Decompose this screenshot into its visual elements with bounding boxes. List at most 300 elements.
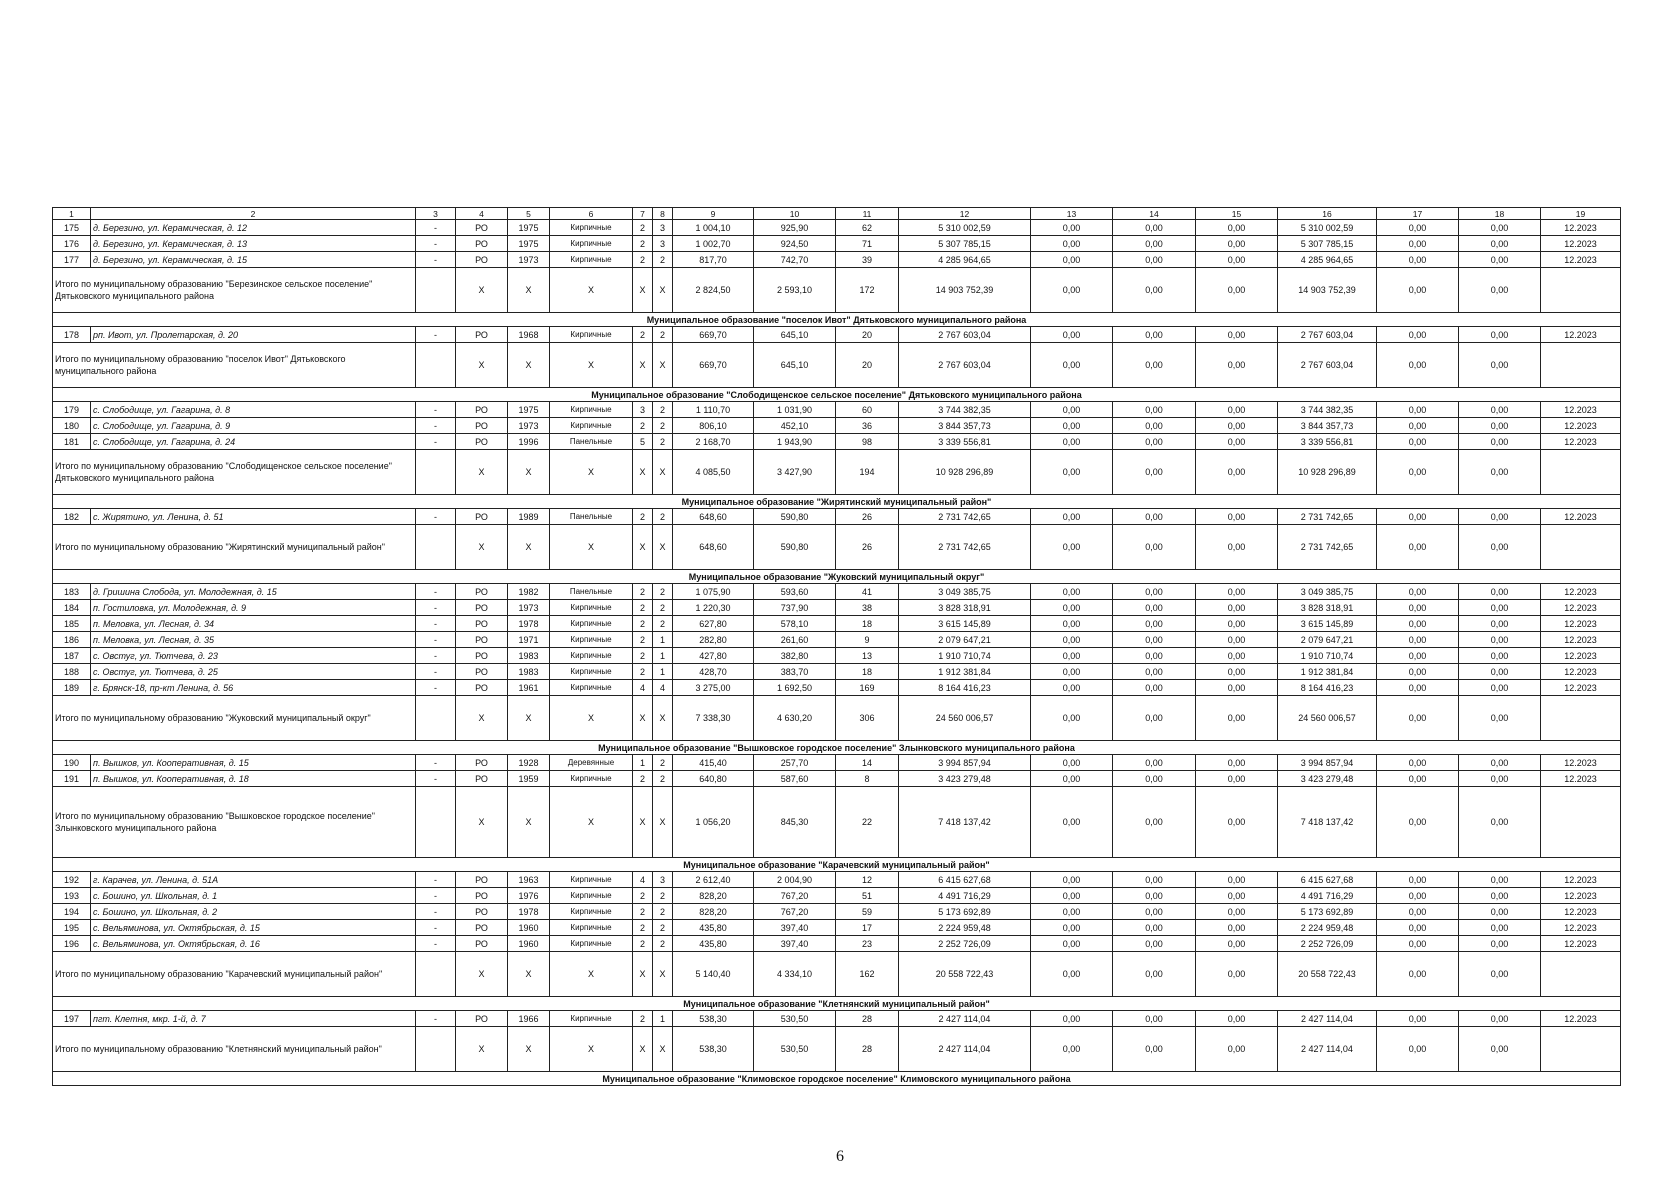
table-cell: 181	[53, 434, 91, 450]
table-cell: 0,00	[1031, 220, 1113, 236]
table-cell: -	[416, 904, 456, 920]
table-cell: 0,00	[1377, 632, 1459, 648]
table-cell: 3 744 382,35	[1278, 402, 1377, 418]
table-cell: 0,00	[1377, 920, 1459, 936]
table-cell: 0,00	[1031, 1011, 1113, 1027]
table-cell: 0,00	[1196, 600, 1278, 616]
table-cell: 0,00	[1196, 920, 1278, 936]
subtotal-label: Итого по муниципальному образованию "Клетнянский муниципальный район"	[53, 1027, 416, 1072]
subtotal-cell: 2 593,10	[754, 268, 836, 313]
table-cell: 0,00	[1113, 402, 1196, 418]
table-cell: 12.2023	[1541, 648, 1621, 664]
table-cell: 179	[53, 402, 91, 418]
table-cell: 1975	[508, 236, 550, 252]
table-cell: 397,40	[754, 936, 836, 952]
table-cell: 2	[633, 904, 653, 920]
table-cell: 1975	[508, 220, 550, 236]
table-cell: 0,00	[1196, 418, 1278, 434]
table-cell: 38	[836, 600, 899, 616]
table-row	[53, 936, 1621, 952]
table-cell: 0,00	[1113, 418, 1196, 434]
table-cell: 382,80	[754, 648, 836, 664]
table-cell: 6 415 627,68	[899, 872, 1031, 888]
table-cell: 2	[633, 771, 653, 787]
table-cell: 2	[653, 252, 673, 268]
table-cell: 0,00	[1113, 236, 1196, 252]
table-cell: 0,00	[1113, 755, 1196, 771]
table-cell: 0,00	[1377, 616, 1459, 632]
subtotal-row	[53, 343, 1621, 388]
table-cell: 3 423 279,48	[899, 771, 1031, 787]
table-cell: Кирпичные	[550, 418, 633, 434]
table-cell: 0,00	[1459, 1011, 1541, 1027]
table-cell: 0,00	[1459, 904, 1541, 920]
subtotal-row	[53, 525, 1621, 570]
table-cell: Кирпичные	[550, 1011, 633, 1027]
subtotal-cell: 0,00	[1196, 952, 1278, 997]
subtotal-label: Итого по муниципальному образованию "Березинское сельское поселение" Дятьковского муниципального района	[53, 268, 416, 313]
table-cell: 1973	[508, 252, 550, 268]
table-cell: 0,00	[1459, 648, 1541, 664]
subtotal-cell: 0,00	[1377, 952, 1459, 997]
table-cell: 0,00	[1459, 402, 1541, 418]
table-cell: 0,00	[1196, 434, 1278, 450]
column-number-cell: 10	[754, 208, 836, 220]
table-cell: 2	[653, 584, 673, 600]
table-cell: 2	[633, 252, 653, 268]
table-cell: 0,00	[1196, 888, 1278, 904]
table-cell: 0,00	[1459, 236, 1541, 252]
table-cell: 185	[53, 616, 91, 632]
column-number-cell: 17	[1377, 208, 1459, 220]
table-cell: 183	[53, 584, 91, 600]
table-cell: 2 427 114,04	[1278, 1011, 1377, 1027]
table-cell: 2	[653, 888, 673, 904]
table-cell: 0,00	[1377, 584, 1459, 600]
subtotal-cell: 0,00	[1031, 450, 1113, 495]
table-cell: 0,00	[1196, 616, 1278, 632]
table-cell: 3 615 145,89	[899, 616, 1031, 632]
column-number-row	[53, 208, 1621, 220]
table-cell: РО	[456, 936, 508, 952]
subtotal-cell: 0,00	[1459, 696, 1541, 741]
table-cell: 0,00	[1113, 680, 1196, 696]
table-cell: 0,00	[1196, 220, 1278, 236]
table-cell: 2	[633, 1011, 653, 1027]
table-cell: 0,00	[1377, 418, 1459, 434]
table-row	[53, 888, 1621, 904]
table-cell: 0,00	[1196, 936, 1278, 952]
table-cell: 1 943,90	[754, 434, 836, 450]
subtotal-cell: 0,00	[1459, 1027, 1541, 1072]
table-cell: 2 767 603,04	[899, 327, 1031, 343]
table-cell: 0,00	[1113, 584, 1196, 600]
subtotal-cell: X	[633, 696, 653, 741]
subtotal-cell: 0,00	[1031, 268, 1113, 313]
table-cell: 2	[653, 434, 673, 450]
subtotal-cell: 4 630,20	[754, 696, 836, 741]
address-cell: с. Жирятино, ул. Ленина, д. 51	[91, 509, 416, 525]
table-cell: 0,00	[1196, 771, 1278, 787]
subtotal-cell: 172	[836, 268, 899, 313]
table-row	[53, 584, 1621, 600]
table-cell: 12.2023	[1541, 632, 1621, 648]
subtotal-cell: 530,50	[754, 1027, 836, 1072]
table-cell: 0,00	[1113, 509, 1196, 525]
table-cell: Кирпичные	[550, 236, 633, 252]
table-cell: 0,00	[1031, 664, 1113, 680]
table-cell: 0,00	[1377, 600, 1459, 616]
section-title-row	[53, 570, 1621, 584]
table-cell: -	[416, 664, 456, 680]
table-cell: 0,00	[1196, 252, 1278, 268]
subtotal-cell: 0,00	[1196, 1027, 1278, 1072]
table-row	[53, 904, 1621, 920]
table-cell: 60	[836, 402, 899, 418]
subtotal-row	[53, 696, 1621, 741]
table-row	[53, 327, 1621, 343]
column-number-cell: 6	[550, 208, 633, 220]
subtotal-cell: 0,00	[1196, 696, 1278, 741]
table-cell: 2	[633, 920, 653, 936]
address-cell: п. Вышков, ул. Кооперативная, д. 18	[91, 771, 416, 787]
subtotal-cell: 0,00	[1113, 525, 1196, 570]
subtotal-cell: 306	[836, 696, 899, 741]
table-cell: 12.2023	[1541, 220, 1621, 236]
address-cell: пгт. Клетня, мкр. 1-й, д. 7	[91, 1011, 416, 1027]
address-cell: г. Брянск-18, пр-кт Ленина, д. 56	[91, 680, 416, 696]
table-cell: РО	[456, 771, 508, 787]
table-cell: РО	[456, 616, 508, 632]
table-row	[53, 920, 1621, 936]
table-cell: 5 307 785,15	[899, 236, 1031, 252]
table-cell: -	[416, 327, 456, 343]
table-cell: Кирпичные	[550, 600, 633, 616]
section-title: Муниципальное образование "Клетнянский муниципальный район"	[53, 997, 1621, 1011]
table-cell: Кирпичные	[550, 632, 633, 648]
table-cell: 0,00	[1113, 664, 1196, 680]
table-cell: 186	[53, 632, 91, 648]
subtotal-cell: 0,00	[1377, 268, 1459, 313]
empty-cell	[1541, 343, 1621, 388]
subtotal-cell: 538,30	[673, 1027, 754, 1072]
subtotal-cell: 0,00	[1377, 343, 1459, 388]
table-cell: 1 910 710,74	[1278, 648, 1377, 664]
section-title: Муниципальное образование "Карачевский муниципальный район"	[53, 858, 1621, 872]
table-cell: 4	[633, 680, 653, 696]
table-cell: 3	[633, 402, 653, 418]
address-cell: с. Слободище, ул. Гагарина, д. 8	[91, 402, 416, 418]
subtotal-cell: X	[508, 952, 550, 997]
subtotal-cell: 162	[836, 952, 899, 997]
table-cell: 3 339 556,81	[1278, 434, 1377, 450]
empty-cell	[1541, 696, 1621, 741]
table-cell: 8	[836, 771, 899, 787]
table-cell: 20	[836, 327, 899, 343]
empty-cell	[416, 343, 456, 388]
address-cell: п. Меловка, ул. Лесная, д. 35	[91, 632, 416, 648]
table-cell: Деревянные	[550, 755, 633, 771]
table-cell: 3 049 385,75	[899, 584, 1031, 600]
subtotal-cell: 7 418 137,42	[899, 787, 1031, 858]
table-cell: 12.2023	[1541, 434, 1621, 450]
table-cell: 2	[633, 584, 653, 600]
table-cell: Кирпичные	[550, 252, 633, 268]
empty-cell	[416, 450, 456, 495]
table-cell: 2	[653, 509, 673, 525]
table-cell: 645,10	[754, 327, 836, 343]
table-cell: 925,90	[754, 220, 836, 236]
section-title-row	[53, 858, 1621, 872]
table-cell: 2	[633, 327, 653, 343]
register-table-body	[53, 208, 1621, 1086]
section-title-row	[53, 495, 1621, 509]
table-cell: 0,00	[1377, 771, 1459, 787]
table-cell: 2	[633, 220, 653, 236]
table-cell: 18	[836, 664, 899, 680]
table-cell: РО	[456, 648, 508, 664]
table-cell: 0,00	[1377, 1011, 1459, 1027]
table-cell: 1978	[508, 904, 550, 920]
table-cell: 2 767 603,04	[1278, 327, 1377, 343]
table-cell: 0,00	[1377, 755, 1459, 771]
table-cell: 4 491 716,29	[1278, 888, 1377, 904]
table-row	[53, 600, 1621, 616]
subtotal-cell: X	[508, 268, 550, 313]
table-cell: 189	[53, 680, 91, 696]
table-cell: 0,00	[1113, 616, 1196, 632]
section-title: Муниципальное образование "Жуковский муниципальный округ"	[53, 570, 1621, 584]
subtotal-cell: X	[653, 952, 673, 997]
subtotal-cell: 2 427 114,04	[1278, 1027, 1377, 1072]
table-cell: 1 110,70	[673, 402, 754, 418]
table-cell: 5 310 002,59	[1278, 220, 1377, 236]
subtotal-row	[53, 787, 1621, 858]
subtotal-row	[53, 952, 1621, 997]
table-cell: 0,00	[1459, 755, 1541, 771]
table-cell: 2 252 726,09	[899, 936, 1031, 952]
table-cell: 2	[653, 936, 673, 952]
column-number-cell: 8	[653, 208, 673, 220]
table-cell: 0,00	[1196, 509, 1278, 525]
subtotal-cell: 26	[836, 525, 899, 570]
table-row	[53, 680, 1621, 696]
subtotal-cell: X	[550, 525, 633, 570]
table-cell: 2	[653, 616, 673, 632]
table-cell: Кирпичные	[550, 888, 633, 904]
table-cell: 12.2023	[1541, 872, 1621, 888]
table-cell: 0,00	[1459, 872, 1541, 888]
page-number: 6	[836, 1148, 844, 1165]
table-cell: 12.2023	[1541, 920, 1621, 936]
table-cell: Кирпичные	[550, 664, 633, 680]
subtotal-cell: 2 767 603,04	[1278, 343, 1377, 388]
table-cell: 257,70	[754, 755, 836, 771]
address-cell: с. Вельяминова, ул. Октябрьская, д. 16	[91, 936, 416, 952]
table-cell: 0,00	[1113, 220, 1196, 236]
subtotal-cell: 0,00	[1031, 343, 1113, 388]
table-row	[53, 1011, 1621, 1027]
address-cell: д. Березино, ул. Керамическая, д. 15	[91, 252, 416, 268]
table-cell: 261,60	[754, 632, 836, 648]
table-row	[53, 616, 1621, 632]
table-cell: 0,00	[1377, 252, 1459, 268]
table-cell: 1	[653, 648, 673, 664]
table-cell: 1961	[508, 680, 550, 696]
subtotal-cell: 2 731 742,65	[899, 525, 1031, 570]
table-cell: 627,80	[673, 616, 754, 632]
table-cell: 2 224 959,48	[1278, 920, 1377, 936]
table-cell: 0,00	[1031, 402, 1113, 418]
table-cell: 12.2023	[1541, 664, 1621, 680]
table-cell: -	[416, 771, 456, 787]
table-cell: 1983	[508, 664, 550, 680]
table-row	[53, 402, 1621, 418]
table-cell: 193	[53, 888, 91, 904]
subtotal-cell: 0,00	[1377, 450, 1459, 495]
table-cell: 5	[633, 434, 653, 450]
table-cell: 0,00	[1196, 648, 1278, 664]
empty-cell	[1541, 268, 1621, 313]
subtotal-row	[53, 1027, 1621, 1072]
table-cell: 2	[633, 616, 653, 632]
table-cell: 767,20	[754, 888, 836, 904]
table-cell: РО	[456, 327, 508, 343]
table-cell: 12.2023	[1541, 680, 1621, 696]
address-cell: п. Гостиловка, ул. Молодежная, д. 9	[91, 600, 416, 616]
table-row	[53, 509, 1621, 525]
table-cell: 0,00	[1113, 252, 1196, 268]
subtotal-cell: 0,00	[1196, 525, 1278, 570]
subtotal-cell: 645,10	[754, 343, 836, 388]
table-cell: 1989	[508, 509, 550, 525]
section-title-row	[53, 741, 1621, 755]
table-cell: 3 339 556,81	[899, 434, 1031, 450]
table-cell: 12.2023	[1541, 327, 1621, 343]
table-cell: -	[416, 888, 456, 904]
table-cell: 0,00	[1031, 327, 1113, 343]
table-cell: 14	[836, 755, 899, 771]
table-cell: -	[416, 680, 456, 696]
table-cell: 0,00	[1377, 680, 1459, 696]
table-cell: 397,40	[754, 920, 836, 936]
subtotal-cell: 0,00	[1459, 450, 1541, 495]
subtotal-cell: 0,00	[1196, 268, 1278, 313]
table-cell: 12.2023	[1541, 771, 1621, 787]
table-cell: РО	[456, 664, 508, 680]
table-cell: 0,00	[1113, 771, 1196, 787]
table-cell: 169	[836, 680, 899, 696]
table-cell: 0,00	[1377, 904, 1459, 920]
address-cell: д. Гришина Слобода, ул. Молодежная, д. 15	[91, 584, 416, 600]
table-cell: Кирпичные	[550, 402, 633, 418]
table-cell: 0,00	[1377, 872, 1459, 888]
column-number-cell: 11	[836, 208, 899, 220]
table-cell: 4	[633, 872, 653, 888]
table-cell: 924,50	[754, 236, 836, 252]
table-cell: 1 031,90	[754, 402, 836, 418]
table-cell: 1976	[508, 888, 550, 904]
empty-cell	[1541, 450, 1621, 495]
subtotal-cell: 28	[836, 1027, 899, 1072]
empty-cell	[1541, 1027, 1621, 1072]
table-cell: РО	[456, 755, 508, 771]
table-cell: -	[416, 936, 456, 952]
table-cell: 0,00	[1377, 220, 1459, 236]
table-cell: 282,80	[673, 632, 754, 648]
subtotal-row	[53, 450, 1621, 495]
table-cell: -	[416, 220, 456, 236]
table-cell: Панельные	[550, 509, 633, 525]
table-cell: 0,00	[1196, 680, 1278, 696]
table-cell: 36	[836, 418, 899, 434]
subtotal-cell: X	[653, 268, 673, 313]
subtotal-cell: X	[653, 1027, 673, 1072]
register-table	[52, 207, 1621, 1086]
table-cell: 0,00	[1377, 402, 1459, 418]
subtotal-label: Итого по муниципальному образованию "Слободищенское сельское поселение" Дятьковского муниципального района	[53, 450, 416, 495]
table-cell: 1963	[508, 872, 550, 888]
subtotal-cell: X	[550, 787, 633, 858]
table-cell: 192	[53, 872, 91, 888]
table-cell: 2 612,40	[673, 872, 754, 888]
table-cell: 2	[633, 632, 653, 648]
subtotal-cell: 0,00	[1113, 1027, 1196, 1072]
subtotal-cell: X	[633, 268, 653, 313]
subtotal-cell: X	[508, 343, 550, 388]
table-cell: РО	[456, 402, 508, 418]
table-cell: 0,00	[1459, 680, 1541, 696]
table-cell: 0,00	[1196, 236, 1278, 252]
table-cell: 2	[633, 509, 653, 525]
table-cell: 0,00	[1459, 936, 1541, 952]
table-cell: Кирпичные	[550, 904, 633, 920]
table-cell: 828,20	[673, 888, 754, 904]
subtotal-label: Итого по муниципальному образованию "Жуковский муниципальный округ"	[53, 696, 416, 741]
table-cell: 0,00	[1113, 1011, 1196, 1027]
subtotal-cell: X	[653, 343, 673, 388]
subtotal-cell: 20 558 722,43	[899, 952, 1031, 997]
table-cell: 196	[53, 936, 91, 952]
table-cell: 2	[653, 327, 673, 343]
table-cell: 28	[836, 1011, 899, 1027]
subtotal-cell: X	[633, 787, 653, 858]
subtotal-cell: X	[508, 1027, 550, 1072]
table-cell: РО	[456, 418, 508, 434]
table-cell: 2 004,90	[754, 872, 836, 888]
subtotal-cell: X	[456, 450, 508, 495]
table-cell: 0,00	[1031, 418, 1113, 434]
table-row	[53, 755, 1621, 771]
address-cell: рп. Ивот, ул. Пролетарская, д. 20	[91, 327, 416, 343]
table-cell: 177	[53, 252, 91, 268]
subtotal-cell: X	[653, 525, 673, 570]
subtotal-cell: 0,00	[1113, 952, 1196, 997]
table-cell: 3	[653, 236, 673, 252]
subtotal-cell: 24 560 006,57	[1278, 696, 1377, 741]
table-cell: 0,00	[1377, 434, 1459, 450]
table-cell: -	[416, 434, 456, 450]
subtotal-cell: 2 767 603,04	[899, 343, 1031, 388]
table-cell: РО	[456, 680, 508, 696]
column-number-cell: 15	[1196, 208, 1278, 220]
table-cell: 12.2023	[1541, 904, 1621, 920]
table-cell: 817,70	[673, 252, 754, 268]
table-cell: 3	[653, 220, 673, 236]
table-cell: 452,10	[754, 418, 836, 434]
subtotal-cell: 590,80	[754, 525, 836, 570]
subtotal-cell: X	[633, 450, 653, 495]
